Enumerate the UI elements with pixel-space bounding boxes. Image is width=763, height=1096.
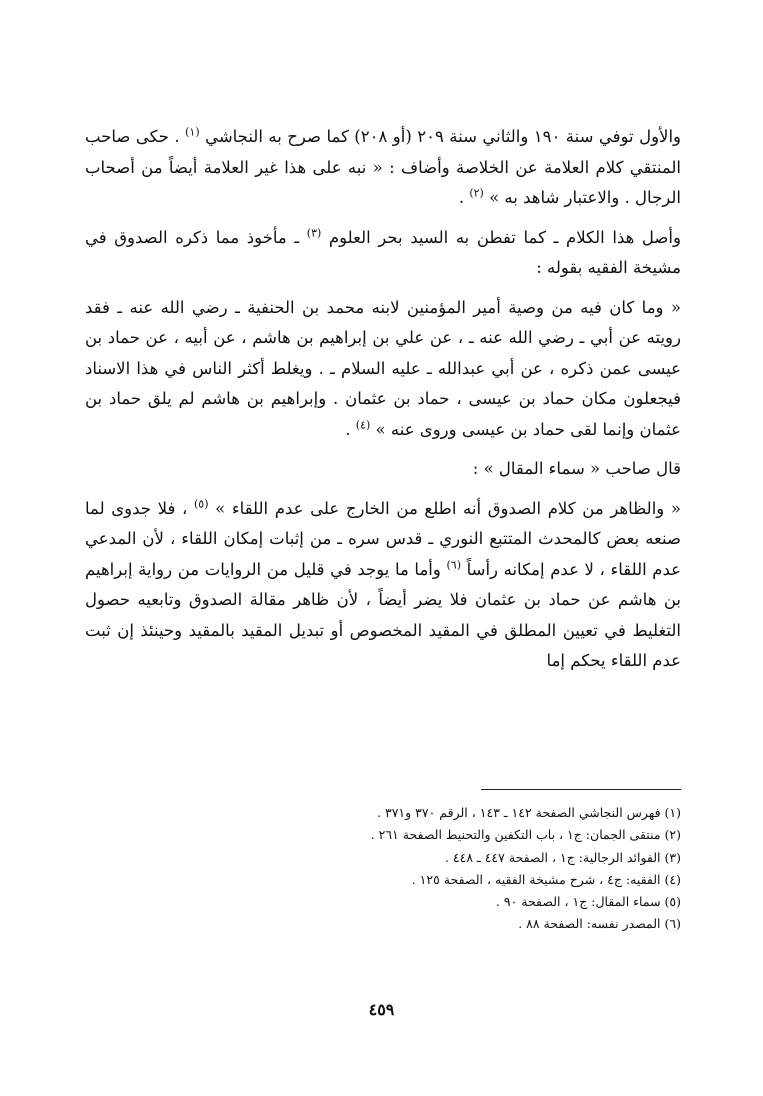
text-segment: والأول توفي سنة ١٩٠ والثاني سنة ٢٠٩ (أو ٢٠٨) كما صرح به النجاشي: [205, 127, 682, 146]
text-segment: . حكى صاحب المنتقي كلام العلامة عن الخلاصة وأضاف : « نبه على هذا غير العلامة أيضاً من أصحاب الرجال . والاعتبار شاهد به »: [85, 127, 681, 207]
footnote-ref: (٦): [446, 558, 461, 571]
paragraph-2: [85, 223, 681, 284]
page-number: ٤٥٩: [368, 1000, 395, 1019]
footnote-ref: (١): [185, 125, 200, 139]
paragraph-1: [85, 122, 681, 214]
text-segment: قال صاحب « سماء المقال » :: [472, 459, 681, 478]
footnote-ref: (٢): [469, 186, 484, 200]
footnotes: [85, 802, 681, 936]
text-segment: .: [458, 188, 465, 207]
text-segment: وأصل هذا الكلام ـ كما تفطن به السيد بحر العلوم: [328, 227, 681, 247]
footnote-5: (٥) سماء المقال: ج١ ، الصفحة ٩٠ .: [495, 894, 681, 910]
footnote-4: (٤) الفقيه: ج٤ ، شرح مشيخة الفقيه ، الصفحة ١٢٥ .: [411, 871, 681, 887]
footnote-3: (٣) الفوائد الرجالية: ج١ ، الصفحة ٤٤٧ ـ ٤٤٨ .: [444, 849, 681, 865]
text-segment: وأما ما يوجد في قليل من الروايات من رواية إبراهيم بن هاشم عن حماد بن عثمان فلا يضر أيضاً ، لأن ظاهر مقالة الصدوق وتابعيه حصول التغليط في تعيين المطلق في المقيد المخصوص أو تبديل المقيد بالمقيد وحينئذ إن ثبت عدم اللقاء يحكم إما: [85, 559, 681, 670]
footnote-ref: (٤): [355, 418, 371, 431]
paragraph-5-quote: [85, 494, 681, 677]
footnote-2: (٢) منتقى الجمان: ج١ ، باب التكفين والتحنيط الصفحة ٢٦١ .: [370, 827, 681, 843]
footnote-divider: [481, 789, 681, 790]
footnote-6: (٦) المصدر نفسه: الصفحة ٨٨ .: [518, 916, 681, 932]
text-segment: « والظاهر من كلام الصدوق أنه اطلع من الخارج على عدم اللقاء »: [215, 498, 682, 518]
text-segment: .: [345, 419, 351, 439]
footnote-ref: (٥): [194, 497, 209, 510]
text-segment: ـ مأخوذ مما ذكره الصدوق في مشيخة الفقيه بقوله :: [85, 227, 681, 277]
paragraph-4: [85, 454, 681, 485]
footnote-ref: (٣): [306, 226, 322, 239]
main-text: [85, 122, 681, 686]
footnote-1: (١) فهرس النجاشي الصفحة ١٤٢ ـ ١٤٣ ، الرقم ٣٧٠ و٣٧١ .: [377, 805, 681, 820]
paragraph-3-quote: [85, 293, 681, 446]
text-segment: « وما كان فيه من وصية أمير المؤمنين لابنه محمد بن الحنفية ـ رضي الله عنه ـ فقد رويته عن أبي ـ رضي الله عنه ـ ، عن علي بن إبراهيم بن هاشم ، عن أبيه ، عن حماد بن عيسى عمن ذكره ، عن أبي عبدالله ـ عليه السلام ـ . ويغلط أكثر الناس في هذا الاسناد فيجعلون مكان حماد بن عيسى ، حماد بن عثمان . وإبراهيم بن هاشم لم يلق حماد بن عثمان وإنما لقى حماد بن عيسى وروى عنه »: [85, 297, 681, 439]
text-segment: ، فلا جدوى لما صنعه بعض كالمحدث المتتبع النوري ـ قدس سره ـ من إثبات إمكان اللقاء ، لأن المدعي عدم اللقاء ، لا عدم إمكانه رأساً: [85, 498, 681, 579]
